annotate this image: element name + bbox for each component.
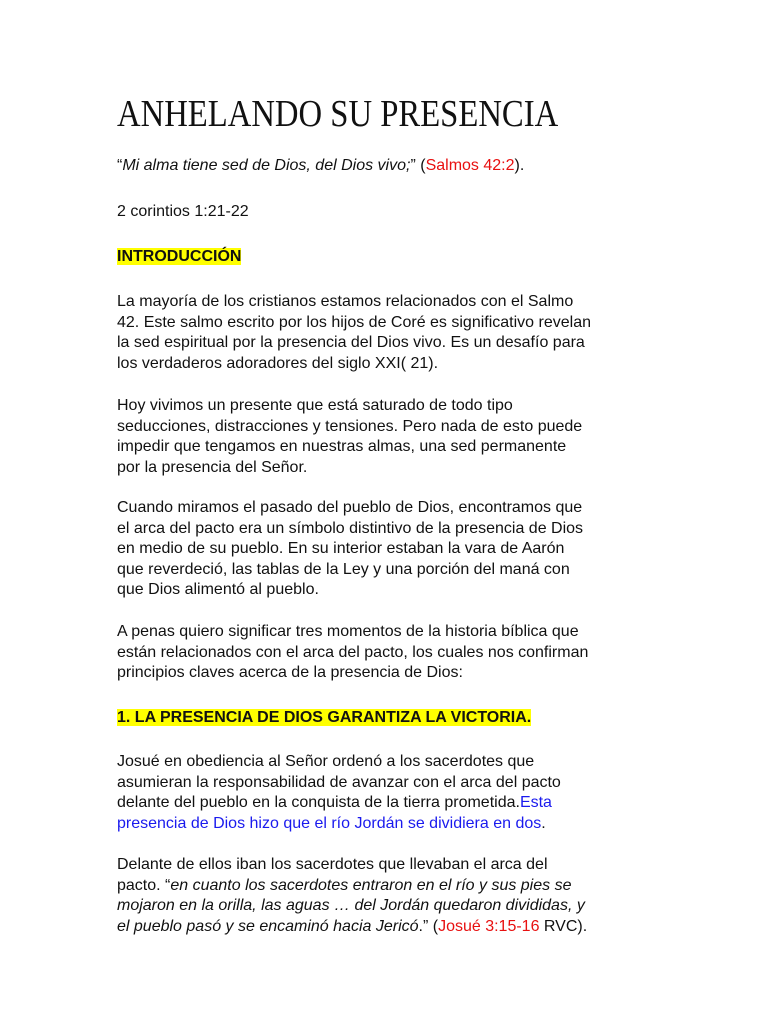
paragraph-1-line: La mayoría de los cristianos estamos relacionados con el Salmo <box>117 293 574 310</box>
paragraph-5 <box>117 752 657 834</box>
paragraph-6-line: Delante de ellos iban los sacerdotes que llevaban el arca del <box>117 856 548 873</box>
paragraph-1-line: los verdaderos adoradores del siglo XXI( 21). <box>117 354 439 372</box>
paragraph-6-text: .” ( <box>418 917 439 935</box>
paragraph-5-line <box>117 793 657 814</box>
paragraph-6-line <box>117 876 657 897</box>
paragraph-6-quote: en cuanto los sacerdotes entraron en el río y sus pies se <box>170 876 572 894</box>
paragraph-6-reference: Josué 3:15-16 <box>438 917 540 935</box>
paragraph-4-line: A penas quiero significar tres momentos de la historia bíblica que <box>117 623 579 640</box>
epigraph-reference: Salmos 42:2 <box>425 157 515 174</box>
epigraph <box>117 156 657 177</box>
reference-line: 2 corintios 1:21-22 <box>117 203 249 220</box>
section-1-heading: 1. LA PRESENCIA DE DIOS GARANTIZA LA VICTORIA. <box>117 709 532 726</box>
paragraph-3-line: que Dios alimentó al pueblo. <box>117 581 319 598</box>
intro-heading: INTRODUCCIÓN <box>117 248 242 265</box>
paragraph-2-line: impedir que tengamos en nuestras almas, una sed permanente <box>117 438 567 455</box>
paragraph-2-line: por la presencia del Señor. <box>117 458 308 476</box>
page-title: ANHELANDO SU PRESENCIA <box>117 93 559 135</box>
epigraph-quote: Mi alma tiene sed de Dios, del Dios vivo; <box>122 157 411 174</box>
paragraph-3 <box>117 498 657 601</box>
paragraph-6-end: RVC). <box>539 917 588 935</box>
paragraph-6-text: pacto. “ <box>117 876 171 894</box>
paragraph-5-line: Josué en obediencia al Señor ordenó a los sacerdotes que <box>117 753 535 770</box>
paragraph-6-quote: el pueblo pasó y se encaminó hacia Jericó <box>117 917 419 935</box>
epigraph-end: ). <box>514 157 525 174</box>
paragraph-6-quote: mojaron en la orilla, las aguas … del Jordán quedaron divididas, y <box>117 897 585 914</box>
paragraph-6 <box>117 855 657 937</box>
paragraph-2-line: seducciones, distracciones y tensiones. Pero nada de esto puede <box>117 417 583 435</box>
paragraph-3-line: Cuando miramos el pasado del pueblo de Dios, encontramos que <box>117 499 583 516</box>
paragraph-4-line: principios claves acerca de la presencia de Dios: <box>117 664 463 681</box>
paragraph-1 <box>117 292 657 374</box>
paragraph-5-blue-text: Esta <box>519 794 552 811</box>
paragraph-5-text: delante del pueblo en la conquista de la tierra prometida. <box>117 794 520 811</box>
paragraph-3-line: el arca del pacto era un símbolo distintivo de la presencia de Dios <box>117 519 584 537</box>
paragraph-5-blue-text: presencia de Dios hizo que el río Jordán se dividiera en dos <box>117 814 542 832</box>
paragraph-6-line <box>117 917 657 938</box>
paragraph-6-line <box>117 896 657 917</box>
paragraph-5-line: asumieran la responsabilidad de avanzar con el arca del pacto <box>117 773 561 791</box>
paragraph-4-line: están relacionados con el arca del pacto, los cuales nos confirman <box>117 643 589 661</box>
paragraph-1-line: 42. Este salmo escrito por los hijos de Coré es significativo revelan <box>117 313 591 331</box>
paragraph-2 <box>117 396 657 478</box>
paragraph-2-line: Hoy vivimos un presente que está saturado de todo tipo <box>117 397 513 414</box>
paragraph-3-line: en medio de su pueblo. En su interior estaban la vara de Aarón <box>117 540 565 557</box>
epigraph-close-quote: ” ( <box>410 157 426 174</box>
paragraph-3-line: que reverdeció, las tablas de la Ley y una porción del maná con <box>117 560 570 578</box>
intro-heading-line <box>117 247 657 268</box>
paragraph-5-end: . <box>541 814 546 832</box>
paragraph-5-line <box>117 814 657 835</box>
section-1-heading-line <box>117 708 657 729</box>
epigraph-open-quote: “ <box>117 157 123 174</box>
paragraph-1-line: la sed espiritual por la presencia del Dios vivo. Es un desafío para <box>117 334 585 351</box>
paragraph-4 <box>117 622 657 684</box>
